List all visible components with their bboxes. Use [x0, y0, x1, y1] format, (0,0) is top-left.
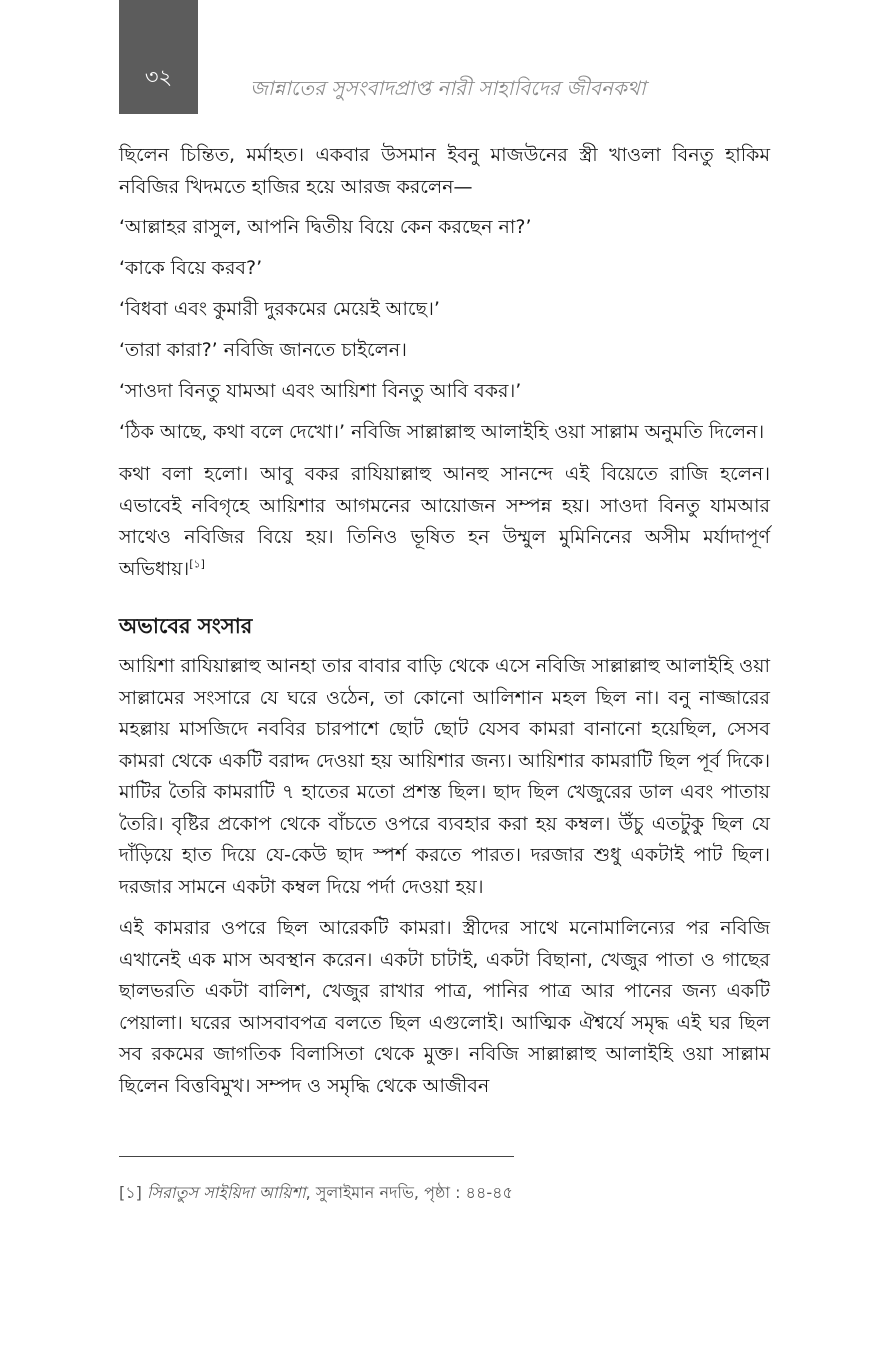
paragraph-3: আয়িশা রাযিয়াল্লাহু আনহা তার বাবার বাড়ি থেকে এসে নবিজি সাল্লাল্লাহু আলাইহি ওয়া সাল্লামের সংসারে যে ঘরে ওঠেন, তা কোনো আলিশান মহল ছিল না। বনু নাজ্জারের মহল্লায় মাসজিদে নববির চারপাশে ছোট ছোট যেসব কামরা বানানো হয়েছিল, সেসব কামরা থেকে একটি বরাদ্দ দেওয়া হয় আয়িশার জন্য। আয়িশার কামরাটি ছিল পূর্ব দিকে। মাটির তৈরি কামরাটি ৭ হাতের মতো প্রশস্ত ছিল। ছাদ ছিল খেজুরের ডাল এবং পাতায় তৈরি। বৃষ্টির প্রকোপ থেকে বাঁচতে ওপরে ব্যবহার করা হয় কম্বল। উঁচু এতটুকু ছিল যে দাঁড়িয়ে হাত দিয়ে যে-কেউ ছাদ স্পর্শ করতে পারত। দরজার শুধু একটাই পাট ছিল। দরজার সামনে একটা কম্বল দিয়ে পর্দা দেওয়া হয়। — [119, 655, 770, 898]
footnote-divider — [119, 1156, 514, 1157]
footnote-reference[interactable]: [১] — [189, 557, 205, 571]
dialog-line: ‘কাকে বিয়ে করব?’ — [119, 257, 263, 279]
paragraph-1: ছিলেন চিন্তিত, মর্মাহত। একবার উসমান ইবনু মাজউনের স্ত্রী খাওলা বিনতু হাকিম নবিজির খিদমতে হাজির হয়ে আরজ করলেন— — [119, 144, 770, 198]
footnote-details: , সুলাইমান নদভি, পৃষ্ঠা : ৪৪-৪৫ — [305, 1183, 513, 1202]
paragraph-2-text: কথা বলা হলো। আবু বকর রাযিয়াল্লাহু আনহু সানন্দে এই বিয়েতে রাজি হলেন। এভাবেই নবিগৃহে আয়িশার আগমনের আয়োজন সম্পন্ন হয়। সাওদা বিনতু যামআর সাথেও নবিজির বিয়ে হয়। তিনিও ভূষিত হন উম্মুল মুমিনিনের অসীম মর্যাদাপূর্ণ অভিধায়। — [119, 463, 770, 580]
running-title: জান্নাতের সুসংবাদপ্রাপ্ত নারী সাহাবিদের জীবনকথা — [250, 76, 646, 100]
page-number-tab — [119, 0, 198, 114]
footnote-marker: [১] — [119, 1183, 142, 1202]
dialog-line: ‘বিধবা এবং কুমারী দুরকমের মেয়েই আছে।’ — [119, 298, 440, 320]
page-body — [119, 140, 770, 1102]
dialog-line: ‘ঠিক আছে, কথা বলে দেখো।’ নবিজি সাল্লাল্লাহু আলাইহি ওয়া সাল্লাম অনুমতি দিলেন। — [119, 421, 765, 443]
paragraph-2 — [119, 459, 770, 585]
section-heading: অভাবের সংসার — [119, 614, 253, 638]
footnote-title: সিরাতুস সাইয়িদা আয়িশা — [146, 1183, 306, 1202]
paragraph-4: এই কামরার ওপরে ছিল আরেকটি কামরা। স্ত্রীদের সাথে মনোমালিন্যের পর নবিজি এখানেই এক মাস অবস্থান করেন। একটা চাটাই, একটা বিছানা, খেজুর পাতা ও গাছের ছালভরতি একটা বালিশ, খেজুর রাখার পাত্র, পানির পাত্র আর পানের জন্য একটি পেয়ালা। ঘরের আসবাবপত্র বলতে ছিল এগুলোই। আত্মিক ঐশ্বর্যে সমৃদ্ধ এই ঘর ছিল সব রকমের জাগতিক বিলাসিতা থেকে মুক্ত। নবিজি সাল্লাল্লাহু আলাইহি ওয়া সাল্লাম ছিলেন বিত্তবিমুখ। সম্পদ ও সমৃদ্ধি থেকে আজীবন — [119, 917, 770, 1097]
dialog-line: ‘আল্লাহর রাসুল, আপনি দ্বিতীয় বিয়ে কেন করছেন না?’ — [119, 216, 532, 238]
dialog-line: ‘তারা কারা?’ নবিজি জানতে চাইলেন। — [119, 339, 407, 361]
footnote — [119, 1180, 513, 1207]
page-number: ৩২ — [144, 65, 173, 89]
dialog-line: ‘সাওদা বিনতু যামআ এবং আয়িশা বিনতু আবি বকর।’ — [119, 380, 522, 402]
